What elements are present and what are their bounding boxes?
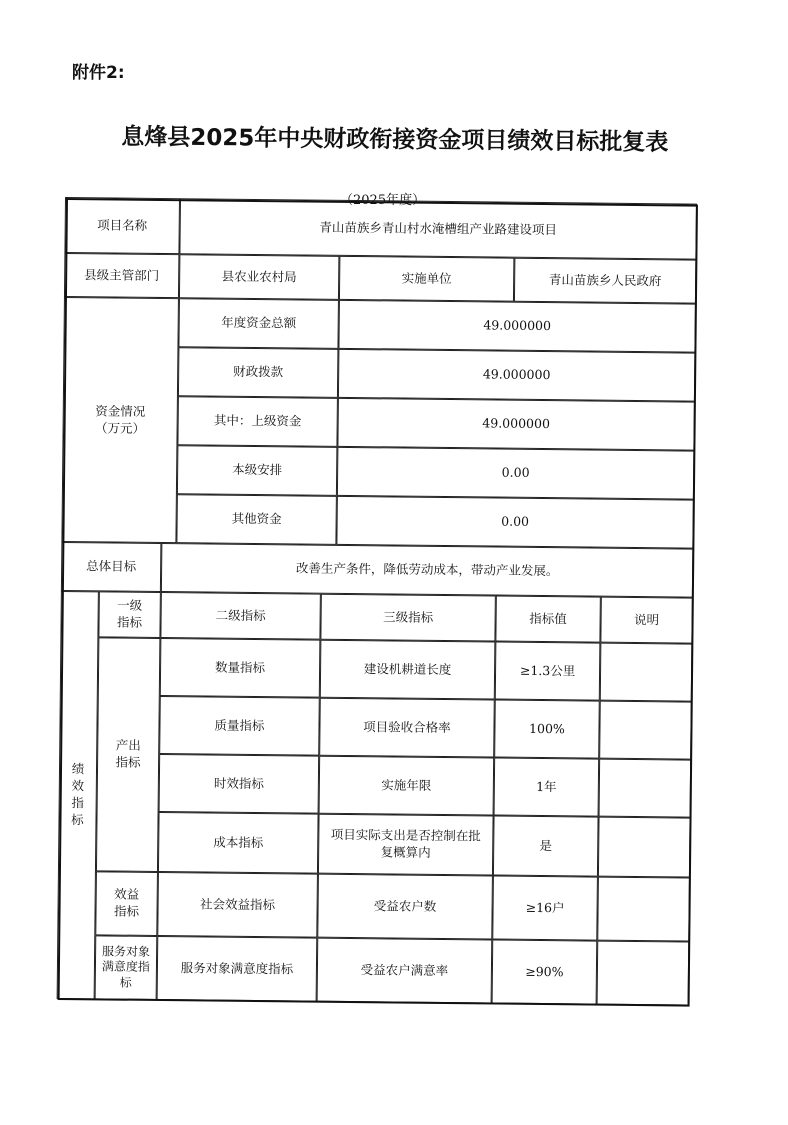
indicator-l2: 数量指标 xyxy=(160,638,321,698)
fund-row-label: 本级安排 xyxy=(177,445,338,496)
project-name-label: 项目名称 xyxy=(64,197,180,254)
fund-row-label: 财政拨款 xyxy=(178,347,339,398)
header-level2: 二级指标 xyxy=(160,592,320,640)
fund-row-label: 年度资金总额 xyxy=(178,298,339,349)
indicator-value: 100% xyxy=(494,700,600,759)
impl-value: 青山苗族乡人民政府 xyxy=(514,258,696,304)
goal-label: 总体目标 xyxy=(61,542,162,592)
indicator-value: 1年 xyxy=(494,758,600,817)
fund-row-value: 0.00 xyxy=(337,447,694,500)
project-name-value: 青山苗族乡青山村水淹槽组产业路建设项目 xyxy=(179,198,697,259)
group-satisfaction: 服务对象 满意度指 标 xyxy=(95,935,158,1000)
group-output: 产出 指标 xyxy=(96,637,160,872)
perf-label: 绩 效 指 标 xyxy=(57,591,99,999)
header-level3: 三级指标 xyxy=(320,594,495,642)
fund-row-value: 49.000000 xyxy=(338,349,695,402)
fund-row-value: 0.00 xyxy=(336,496,693,549)
impl-label: 实施单位 xyxy=(339,256,514,302)
indicator-l3: 受益农户数 xyxy=(317,874,493,940)
indicator-l2: 社会效益指标 xyxy=(157,872,318,938)
annex-label: 附件2: xyxy=(72,63,125,83)
indicator-l2: 服务对象满意度指标 xyxy=(157,936,318,1002)
indicator-l2: 质量指标 xyxy=(159,696,320,756)
dept-label: 县级主管部门 xyxy=(64,253,179,298)
indicator-value: 是 xyxy=(493,816,599,877)
fund-row-label: 其中：上级资金 xyxy=(177,396,338,447)
table-border xyxy=(58,198,698,1007)
header-level1: 一级 指标 xyxy=(98,591,160,638)
indicator-value: ≥90% xyxy=(492,940,598,1005)
group-benefit: 效益 指标 xyxy=(95,871,158,936)
indicator-value: ≥1.3公里 xyxy=(495,642,601,701)
indicator-l3: 项目实际支出是否控制在批复概算内 xyxy=(318,814,494,876)
indicator-l2: 时效指标 xyxy=(159,754,320,814)
funds-label: 资金情况 （万元） xyxy=(61,297,179,543)
indicator-l2: 成本指标 xyxy=(158,812,319,874)
year-label: （2025年度） xyxy=(340,193,426,208)
fund-row-label: 其他资金 xyxy=(176,494,337,545)
performance-table xyxy=(58,198,698,1007)
goal-value: 改善生产条件，降低劳动成本，带动产业发展。 xyxy=(161,543,693,598)
header-note: 说明 xyxy=(600,597,692,644)
indicator-l3: 项目验收合格率 xyxy=(319,698,495,758)
document-title: 息烽县2025年中央财政衔接资金项目绩效目标批复表 xyxy=(121,124,669,156)
fund-row-value: 49.000000 xyxy=(338,300,695,353)
fund-row-value: 49.000000 xyxy=(337,398,694,451)
header-value: 指标值 xyxy=(495,596,600,643)
dept-value: 县农业农村局 xyxy=(179,254,339,300)
indicator-l3: 受益农户满意率 xyxy=(317,938,493,1004)
indicator-l3: 实施年限 xyxy=(319,756,495,816)
indicator-l3: 建设机耕道长度 xyxy=(320,640,496,700)
indicator-value: ≥16户 xyxy=(492,876,598,941)
